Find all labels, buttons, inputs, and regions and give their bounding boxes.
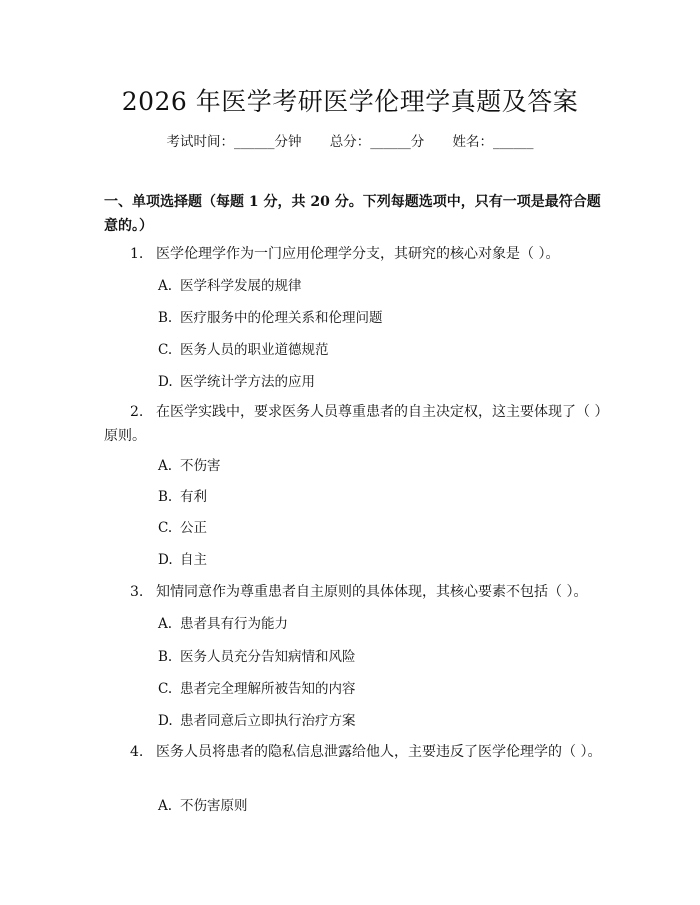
option-3c xyxy=(158,679,598,699)
question-2 xyxy=(104,400,604,448)
option-text: 不伤害 xyxy=(180,458,221,474)
question-text: 知情同意作为尊重患者自主原则的具体体现，其核心要素不包括（ ）。 xyxy=(156,584,588,600)
option-3b xyxy=(158,647,598,667)
question-text: 医学伦理学作为一门应用伦理学分支，其研究的核心对象是（ ）。 xyxy=(156,246,560,262)
section-heading: 一、单项选择题（每题 1 分，共 20 分。下列每题选项中，只有一项是最符合题意的。） xyxy=(104,194,601,234)
option-3d xyxy=(158,711,598,731)
question-number: 1. xyxy=(130,246,144,262)
question-text: 在医学实践中，要求医务人员尊重患者的自主决定权，这主要体现了（ ）原则。 xyxy=(104,404,602,444)
question-number: 3. xyxy=(130,584,144,600)
total-score-field: 总分：______分 xyxy=(329,134,425,150)
option-1d xyxy=(158,372,598,392)
option-1b xyxy=(158,308,598,328)
option-letter: C. xyxy=(158,681,173,697)
option-letter: D. xyxy=(158,713,173,729)
option-text: 患者同意后立即执行治疗方案 xyxy=(180,713,356,729)
question-1 xyxy=(104,242,604,266)
option-text: 医学科学发展的规律 xyxy=(180,278,302,294)
option-letter: A. xyxy=(158,278,173,294)
option-2a xyxy=(158,456,598,476)
option-4a xyxy=(158,796,598,816)
option-2d xyxy=(158,550,598,570)
option-letter: A. xyxy=(158,616,173,632)
option-text: 医务人员的职业道德规范 xyxy=(180,342,329,358)
question-text: 医务人员将患者的隐私信息泄露给他人，主要违反了医学伦理学的（ ）。 xyxy=(156,744,602,760)
question-number: 2. xyxy=(130,404,144,420)
option-1a xyxy=(158,276,598,296)
option-letter: D. xyxy=(158,374,173,390)
student-name-field: 姓名：______ xyxy=(452,134,534,150)
question-number: 4. xyxy=(130,744,144,760)
option-text: 患者完全理解所被告知的内容 xyxy=(180,681,356,697)
option-letter: B. xyxy=(158,310,173,326)
exam-time-field: 考试时间：______分钟 xyxy=(166,134,302,150)
option-text: 医学统计学方法的应用 xyxy=(180,374,315,390)
option-letter: C. xyxy=(158,520,173,536)
option-letter: A. xyxy=(158,458,173,474)
question-3 xyxy=(104,580,604,604)
option-text: 医疗服务中的伦理关系和伦理问题 xyxy=(180,310,383,326)
page-title: 2026 年医学考研医学伦理学真题及答案 xyxy=(121,87,579,116)
option-text: 公正 xyxy=(180,520,207,536)
option-2c xyxy=(158,518,598,538)
option-1c xyxy=(158,340,598,360)
option-2b xyxy=(158,487,598,507)
option-text: 医务人员充分告知病情和风险 xyxy=(180,649,356,665)
exam-meta xyxy=(0,130,700,150)
option-letter: D. xyxy=(158,552,173,568)
option-letter: C. xyxy=(158,342,173,358)
question-4 xyxy=(104,740,604,764)
option-text: 不伤害原则 xyxy=(180,798,248,814)
option-letter: B. xyxy=(158,649,173,665)
option-3a xyxy=(158,614,598,634)
option-text: 有利 xyxy=(180,489,207,505)
option-text: 患者具有行为能力 xyxy=(180,616,288,632)
option-letter: B. xyxy=(158,489,173,505)
option-letter: A. xyxy=(158,798,173,814)
option-text: 自主 xyxy=(180,552,207,568)
